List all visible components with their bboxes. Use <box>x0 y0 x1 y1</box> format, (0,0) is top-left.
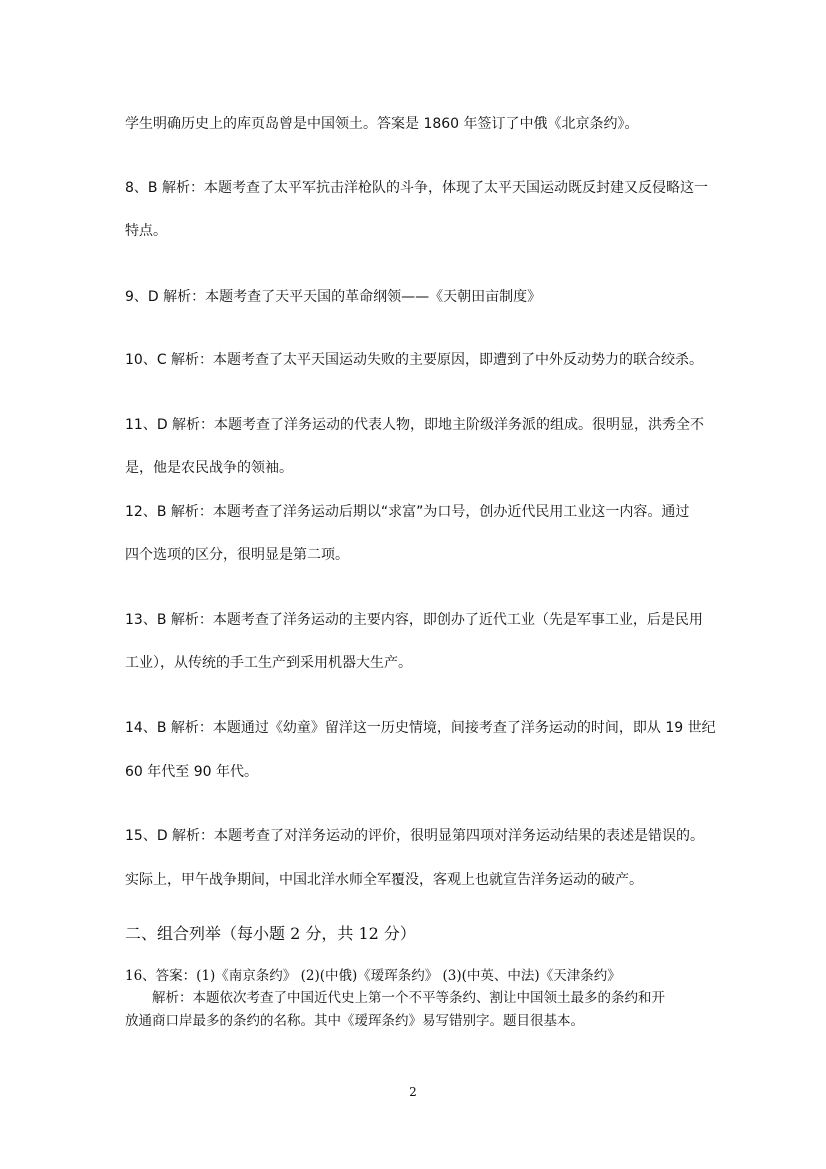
explanation-q12-line-2: 四个选项的区分，很明显是第二项。 <box>125 547 349 563</box>
explanation-q11-line-1: 11、D 解析：本题考查了洋务运动的代表人物，即地主阶级洋务派的组成。很明显，洪秀全不 <box>125 417 705 433</box>
q16-analysis-line-2: 放通商口岸最多的条约的名称。其中《瑷珲条约》易写错别字。题目很基本。 <box>125 1013 584 1029</box>
q16-analysis-line-1: 解析：本题依次考查了中国近代史上第一个不平等条约、割让中国领土最多的条约和开 <box>152 990 665 1006</box>
explanation-q13-line-2: 工业），从传统的手工生产到采用机器大生产。 <box>125 655 412 671</box>
explanation-q14-line-1: 14、B 解析：本题通过《幼童》留洋这一历史情境，间接考查了洋务运动的时间，即从 19 世纪 <box>125 720 716 736</box>
q16-answer: 16、答案：(1)《南京条约》 (2)(中俄)《瑷珲条约》 (3)(中英、中法)《天津条约》 <box>125 968 621 984</box>
section-heading: 二、组合列举（每小题 2 分，共 12 分） <box>125 924 416 943</box>
explanation-q11-line-2: 是，他是农民战争的领袖。 <box>125 460 293 476</box>
explanation-q8-line-1: 8、B 解析：本题考查了太平军抗击洋枪队的斗争，体现了太平天国运动既反封建又反侵略这一 <box>125 180 708 196</box>
explanation-q10: 10、C 解析：本题考查了太平天国运动失败的主要原因，即遭到了中外反动势力的联合绞杀。 <box>125 352 704 368</box>
explanation-q9: 9、D 解析：本题考查了天平天国的革命纲领——《天朝田亩制度》 <box>125 289 542 305</box>
explanation-q15-line-2: 实际上，甲午战争期间，中国北洋水师全军覆没，客观上也就宣告洋务运动的破产。 <box>125 872 643 888</box>
explanation-q8-line-2: 特点。 <box>125 223 167 239</box>
text-line-1: 学生明确历史上的库页岛曾是中国领土。答案是 1860 年签订了中俄《北京条约》。 <box>125 116 639 132</box>
page-number: 2 <box>409 1085 417 1099</box>
explanation-q15-line-1: 15、D 解析：本题考查了对洋务运动的评价，很明显第四项对洋务运动结果的表述是错误的。 <box>125 828 705 844</box>
explanation-q13-line-1: 13、B 解析：本题考查了洋务运动的主要内容，即创办了近代工业（先是军事工业，后是民用 <box>125 612 703 628</box>
explanation-q14-line-2: 60 年代至 90 年代。 <box>125 764 258 780</box>
explanation-q12-line-1: 12、B 解析：本题考查了洋务运动后期以“求富”为口号，创办近代民用工业这一内容。通过 <box>125 504 690 520</box>
